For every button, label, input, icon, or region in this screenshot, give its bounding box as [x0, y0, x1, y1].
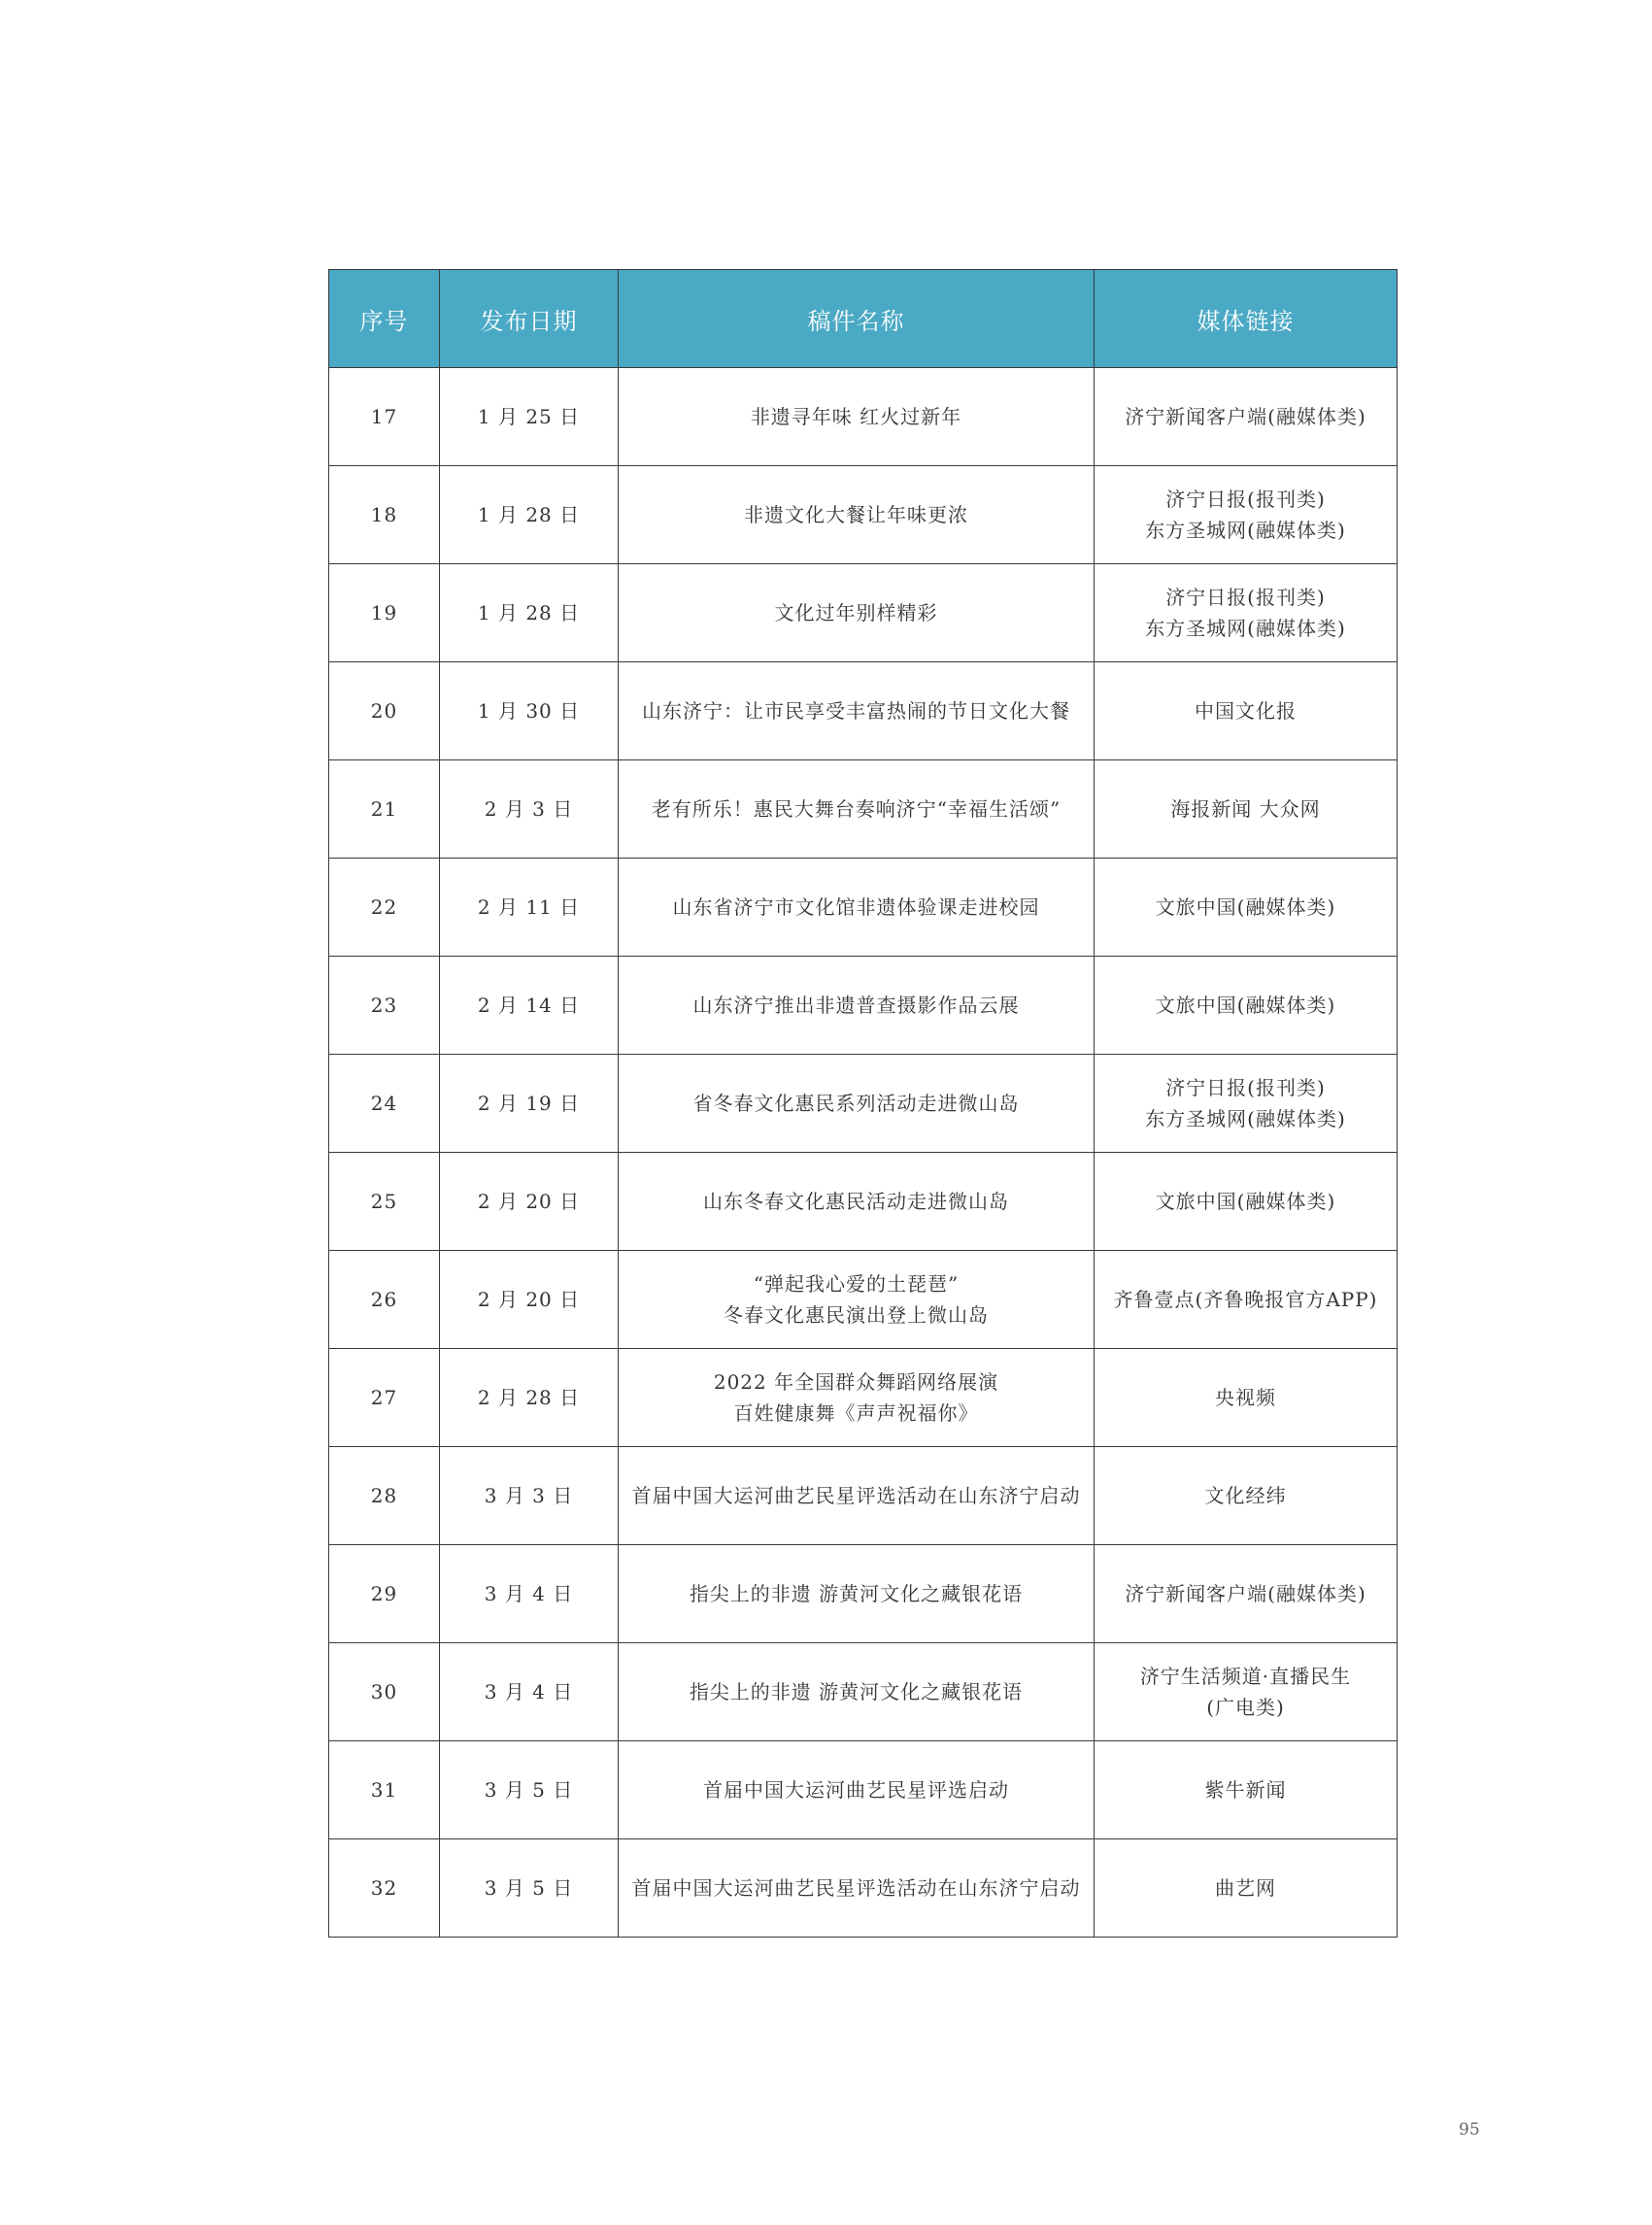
table-row — [329, 662, 1398, 760]
cell-serial-number: 25 — [329, 1153, 440, 1251]
cell-media-link — [1095, 662, 1398, 760]
cell-article-title — [619, 1741, 1095, 1839]
cell-article-title — [619, 1839, 1095, 1938]
cell-publish-date: 3 月 4 日 — [440, 1643, 619, 1741]
article-title-line: 山东省济宁市文化馆非遗体验课走进校园 — [672, 895, 1040, 919]
article-title-line: 山东冬春文化惠民活动走进微山岛 — [703, 1190, 1009, 1213]
header-serial-number: 序号 — [329, 270, 440, 368]
header-publish-date: 发布日期 — [440, 270, 619, 368]
media-coverage-table — [328, 269, 1398, 1938]
cell-article-title — [619, 1447, 1095, 1545]
cell-media-link — [1095, 957, 1398, 1055]
cell-serial-number: 26 — [329, 1251, 440, 1349]
cell-article-title — [619, 859, 1095, 957]
cell-publish-date: 2 月 3 日 — [440, 760, 619, 859]
media-name-line: 东方圣城网(融媒体类) — [1145, 617, 1346, 640]
cell-article-title — [619, 1055, 1095, 1153]
cell-serial-number: 32 — [329, 1839, 440, 1938]
cell-serial-number: 24 — [329, 1055, 440, 1153]
cell-article-title — [619, 1643, 1095, 1741]
media-name-line: 央视频 — [1215, 1386, 1276, 1409]
media-name-line: 济宁日报(报刊类) — [1165, 1076, 1326, 1099]
table-row — [329, 1741, 1398, 1839]
cell-media-link — [1095, 1741, 1398, 1839]
table-row — [329, 1839, 1398, 1938]
cell-article-title — [619, 564, 1095, 662]
table-row — [329, 368, 1398, 466]
media-name-line: (广电类) — [1206, 1696, 1285, 1719]
media-name-line: 东方圣城网(融媒体类) — [1145, 519, 1346, 542]
cell-publish-date: 2 月 20 日 — [440, 1153, 619, 1251]
header-article-title: 稿件名称 — [619, 270, 1095, 368]
article-title-line: 百姓健康舞《声声祝福你》 — [733, 1401, 979, 1425]
cell-serial-number: 21 — [329, 760, 440, 859]
table-row — [329, 760, 1398, 859]
media-name-line: 文旅中国(融媒体类) — [1155, 895, 1336, 919]
media-name-line: 济宁日报(报刊类) — [1165, 488, 1326, 511]
media-name-line: 文旅中国(融媒体类) — [1155, 1190, 1336, 1213]
cell-media-link — [1095, 1153, 1398, 1251]
cell-article-title — [619, 466, 1095, 564]
cell-article-title — [619, 1545, 1095, 1643]
cell-article-title — [619, 1153, 1095, 1251]
cell-media-link — [1095, 1251, 1398, 1349]
cell-publish-date: 2 月 28 日 — [440, 1349, 619, 1447]
cell-serial-number: 27 — [329, 1349, 440, 1447]
article-title-line: 首届中国大运河曲艺民星评选活动在山东济宁启动 — [631, 1876, 1081, 1900]
cell-media-link — [1095, 1055, 1398, 1153]
cell-publish-date: 1 月 30 日 — [440, 662, 619, 760]
cell-article-title — [619, 957, 1095, 1055]
table-row — [329, 1447, 1398, 1545]
table-row — [329, 859, 1398, 957]
cell-publish-date: 3 月 4 日 — [440, 1545, 619, 1643]
article-title-line: 山东济宁推出非遗普查摄影作品云展 — [692, 994, 1020, 1017]
cell-article-title — [619, 1349, 1095, 1447]
table-header — [329, 270, 1398, 368]
table-row — [329, 1055, 1398, 1153]
table-row — [329, 564, 1398, 662]
cell-media-link — [1095, 466, 1398, 564]
media-name-line: 海报新闻 大众网 — [1170, 797, 1321, 821]
cell-media-link — [1095, 859, 1398, 957]
cell-media-link — [1095, 564, 1398, 662]
cell-serial-number: 20 — [329, 662, 440, 760]
media-name-line: 济宁新闻客户端(融媒体类) — [1125, 1582, 1366, 1605]
article-title-line: 非遗寻年味 红火过新年 — [750, 405, 962, 428]
article-title-line: “弹起我心爱的土琵琶” — [753, 1272, 960, 1296]
cell-publish-date: 2 月 14 日 — [440, 957, 619, 1055]
media-name-line: 曲艺网 — [1215, 1876, 1276, 1900]
cell-publish-date: 3 月 3 日 — [440, 1447, 619, 1545]
cell-publish-date: 2 月 19 日 — [440, 1055, 619, 1153]
article-title-line: 指尖上的非遗 游黄河文化之藏银花语 — [689, 1582, 1024, 1605]
table-row — [329, 1545, 1398, 1643]
table-row — [329, 1251, 1398, 1349]
header-row — [329, 270, 1398, 368]
media-name-line: 中国文化报 — [1195, 699, 1297, 723]
page-number: 95 — [1459, 2120, 1480, 2140]
article-title-line: 首届中国大运河曲艺民星评选活动在山东济宁启动 — [631, 1484, 1081, 1507]
cell-publish-date: 3 月 5 日 — [440, 1741, 619, 1839]
cell-publish-date: 1 月 28 日 — [440, 466, 619, 564]
article-title-line: 老有所乐！惠民大舞台奏响济宁“幸福生活颂” — [651, 797, 1062, 821]
table-row — [329, 1349, 1398, 1447]
cell-serial-number: 29 — [329, 1545, 440, 1643]
cell-serial-number: 30 — [329, 1643, 440, 1741]
media-name-line: 济宁生活频道·直播民生 — [1139, 1665, 1352, 1688]
table-row — [329, 957, 1398, 1055]
cell-media-link — [1095, 760, 1398, 859]
table-row — [329, 1643, 1398, 1741]
cell-article-title — [619, 662, 1095, 760]
cell-media-link — [1095, 1349, 1398, 1447]
cell-serial-number: 19 — [329, 564, 440, 662]
article-title-line: 指尖上的非遗 游黄河文化之藏银花语 — [689, 1680, 1024, 1703]
cell-publish-date: 1 月 25 日 — [440, 368, 619, 466]
table-row — [329, 466, 1398, 564]
cell-publish-date: 1 月 28 日 — [440, 564, 619, 662]
cell-serial-number: 18 — [329, 466, 440, 564]
cell-serial-number: 23 — [329, 957, 440, 1055]
cell-media-link — [1095, 1643, 1398, 1741]
media-name-line: 济宁日报(报刊类) — [1165, 586, 1326, 609]
cell-media-link — [1095, 1447, 1398, 1545]
article-title-line: 文化过年别样精彩 — [774, 601, 938, 624]
cell-publish-date: 2 月 20 日 — [440, 1251, 619, 1349]
cell-serial-number: 22 — [329, 859, 440, 957]
cell-article-title — [619, 368, 1095, 466]
media-name-line: 齐鲁壹点(齐鲁晚报官方APP) — [1113, 1288, 1378, 1311]
table-body — [329, 368, 1398, 1938]
cell-serial-number: 31 — [329, 1741, 440, 1839]
cell-publish-date: 2 月 11 日 — [440, 859, 619, 957]
cell-serial-number: 17 — [329, 368, 440, 466]
cell-publish-date: 3 月 5 日 — [440, 1839, 619, 1938]
article-title-line: 非遗文化大餐让年味更浓 — [744, 503, 968, 526]
article-title-line: 山东济宁：让市民享受丰富热闹的节日文化大餐 — [642, 699, 1070, 723]
media-name-line: 济宁新闻客户端(融媒体类) — [1125, 405, 1366, 428]
cell-article-title — [619, 1251, 1095, 1349]
article-title-line: 首届中国大运河曲艺民星评选启动 — [703, 1778, 1009, 1802]
cell-media-link — [1095, 1839, 1398, 1938]
article-title-line: 2022 年全国群众舞蹈网络展演 — [713, 1370, 999, 1394]
article-title-line: 省冬春文化惠民系列活动走进微山岛 — [692, 1092, 1020, 1115]
article-title-line: 冬春文化惠民演出登上微山岛 — [724, 1303, 989, 1327]
media-name-line: 东方圣城网(融媒体类) — [1145, 1107, 1346, 1130]
header-media-link: 媒体链接 — [1095, 270, 1398, 368]
table-row — [329, 1153, 1398, 1251]
media-name-line: 文化经纬 — [1204, 1484, 1287, 1507]
cell-media-link — [1095, 368, 1398, 466]
media-name-line: 紫牛新闻 — [1204, 1778, 1287, 1802]
media-name-line: 文旅中国(融媒体类) — [1155, 994, 1336, 1017]
cell-article-title — [619, 760, 1095, 859]
cell-serial-number: 28 — [329, 1447, 440, 1545]
cell-media-link — [1095, 1545, 1398, 1643]
